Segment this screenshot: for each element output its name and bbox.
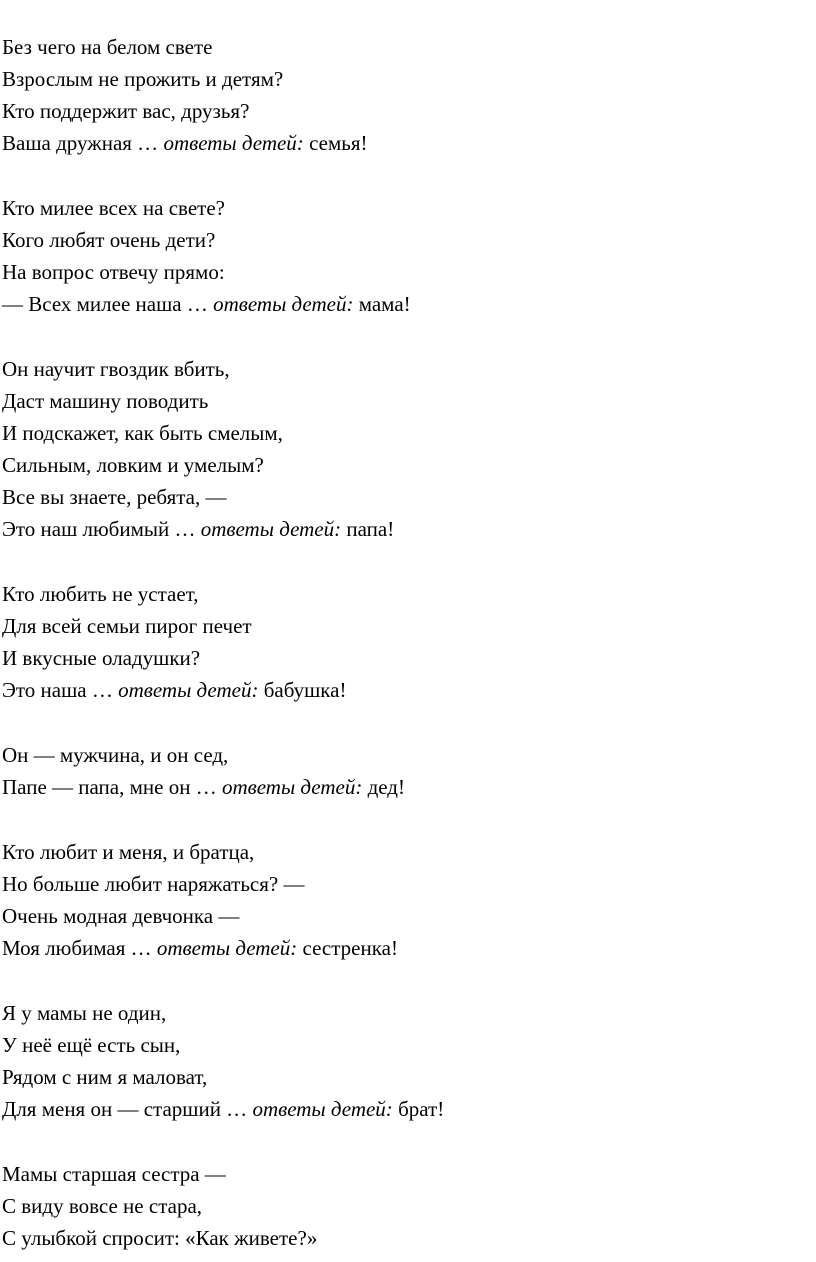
children-answer-cue: ответы детей: — [200, 517, 342, 541]
verse-line: Он научит гвоздик вбить, — [2, 357, 230, 381]
answer-word: дед! — [362, 775, 405, 799]
verse-line: Кто милее всех на свете? — [2, 196, 225, 220]
verse-line: И подскажет, как быть смелым, — [2, 421, 283, 445]
verse-line: Кто любить не устает, — [2, 582, 199, 606]
stanza — [2, 353, 444, 545]
verse-line: Без чего на белом свете — [2, 35, 213, 59]
answer-word: мама! — [353, 292, 411, 316]
stanza — [2, 578, 444, 706]
verse-text: Для меня он — старший … — [2, 1097, 253, 1121]
verse-text: Ваша дружная … — [2, 131, 164, 155]
verse-line: Все вы знаете, ребята, — — [2, 485, 227, 509]
verse-line: Он — мужчина, и он сед, — [2, 743, 229, 767]
verse-text: — Всех милее наша … — [2, 292, 214, 316]
children-answer-cue: ответы детей: — [156, 936, 298, 960]
answer-word: брат! — [392, 1097, 445, 1121]
verse-line: С виду вовсе не стара, — [2, 1194, 203, 1218]
stanza-gap — [2, 964, 444, 997]
verse-line: Даст машину поводить — [2, 389, 209, 413]
verse-line: Взрослым не прожить и детям? — [2, 67, 284, 91]
stanza — [2, 836, 444, 964]
verse-line: Сильным, ловким и умелым? — [2, 453, 264, 477]
verse-line — [2, 127, 444, 159]
verse-text: Это наш любимый … — [2, 517, 201, 541]
verse-line: Кто любит и меня, и братца, — [2, 840, 255, 864]
stanza — [2, 1158, 444, 1254]
verse-line — [2, 288, 444, 320]
stanza-gap — [2, 320, 444, 353]
verse-line: На вопрос отвечу прямо: — [2, 260, 225, 284]
verse-line: И вкусные оладушки? — [2, 646, 201, 670]
verse-line — [2, 513, 444, 545]
verse-line — [2, 932, 444, 964]
verse-text: Папе — папа, мне он … — [2, 775, 222, 799]
verse-line: Кто поддержит вас, друзья? — [2, 99, 250, 123]
verse-line — [2, 1093, 444, 1125]
verse-line: Но больше любит наряжаться? — — [2, 872, 305, 896]
verse-line — [2, 674, 444, 706]
stanza-gap — [2, 159, 444, 192]
verse-line: Кого любят очень дети? — [2, 228, 216, 252]
verse-line: Мамы старшая сестра — — [2, 1162, 226, 1186]
stanza-gap — [2, 545, 444, 578]
verse-line: Я у мамы не один, — [2, 1001, 167, 1025]
verse-line: Рядом с ним я маловат, — [2, 1065, 208, 1089]
children-answer-cue: ответы детей: — [221, 775, 363, 799]
verse-text: Моя любимая … — [2, 936, 157, 960]
stanza — [2, 192, 444, 320]
answer-word: сестренка! — [297, 936, 398, 960]
children-answer-cue: ответы детей: — [213, 292, 354, 316]
verse-line: У неё ещё есть сын, — [2, 1033, 181, 1057]
stanza-gap — [2, 706, 444, 739]
verse-line — [2, 771, 444, 803]
children-answer-cue: ответы детей: — [163, 131, 304, 155]
children-answer-cue: ответы детей: — [252, 1097, 393, 1121]
answer-word: бабушка! — [258, 678, 347, 702]
stanza-gap — [2, 803, 444, 836]
poem-document — [2, 31, 444, 1254]
stanza-gap — [2, 1125, 444, 1158]
verse-line: Очень модная девчонка — — [2, 904, 240, 928]
children-answer-cue: ответы детей: — [118, 678, 259, 702]
answer-word: семья! — [303, 131, 368, 155]
stanza — [2, 739, 444, 803]
answer-word: папа! — [341, 517, 395, 541]
verse-line: С улыбкой спросит: «Как живете?» — [2, 1226, 318, 1250]
verse-line: Для всей семьи пирог печет — [2, 614, 252, 638]
verse-text: Это наша … — [2, 678, 119, 702]
stanza — [2, 997, 444, 1125]
stanza — [2, 31, 444, 159]
